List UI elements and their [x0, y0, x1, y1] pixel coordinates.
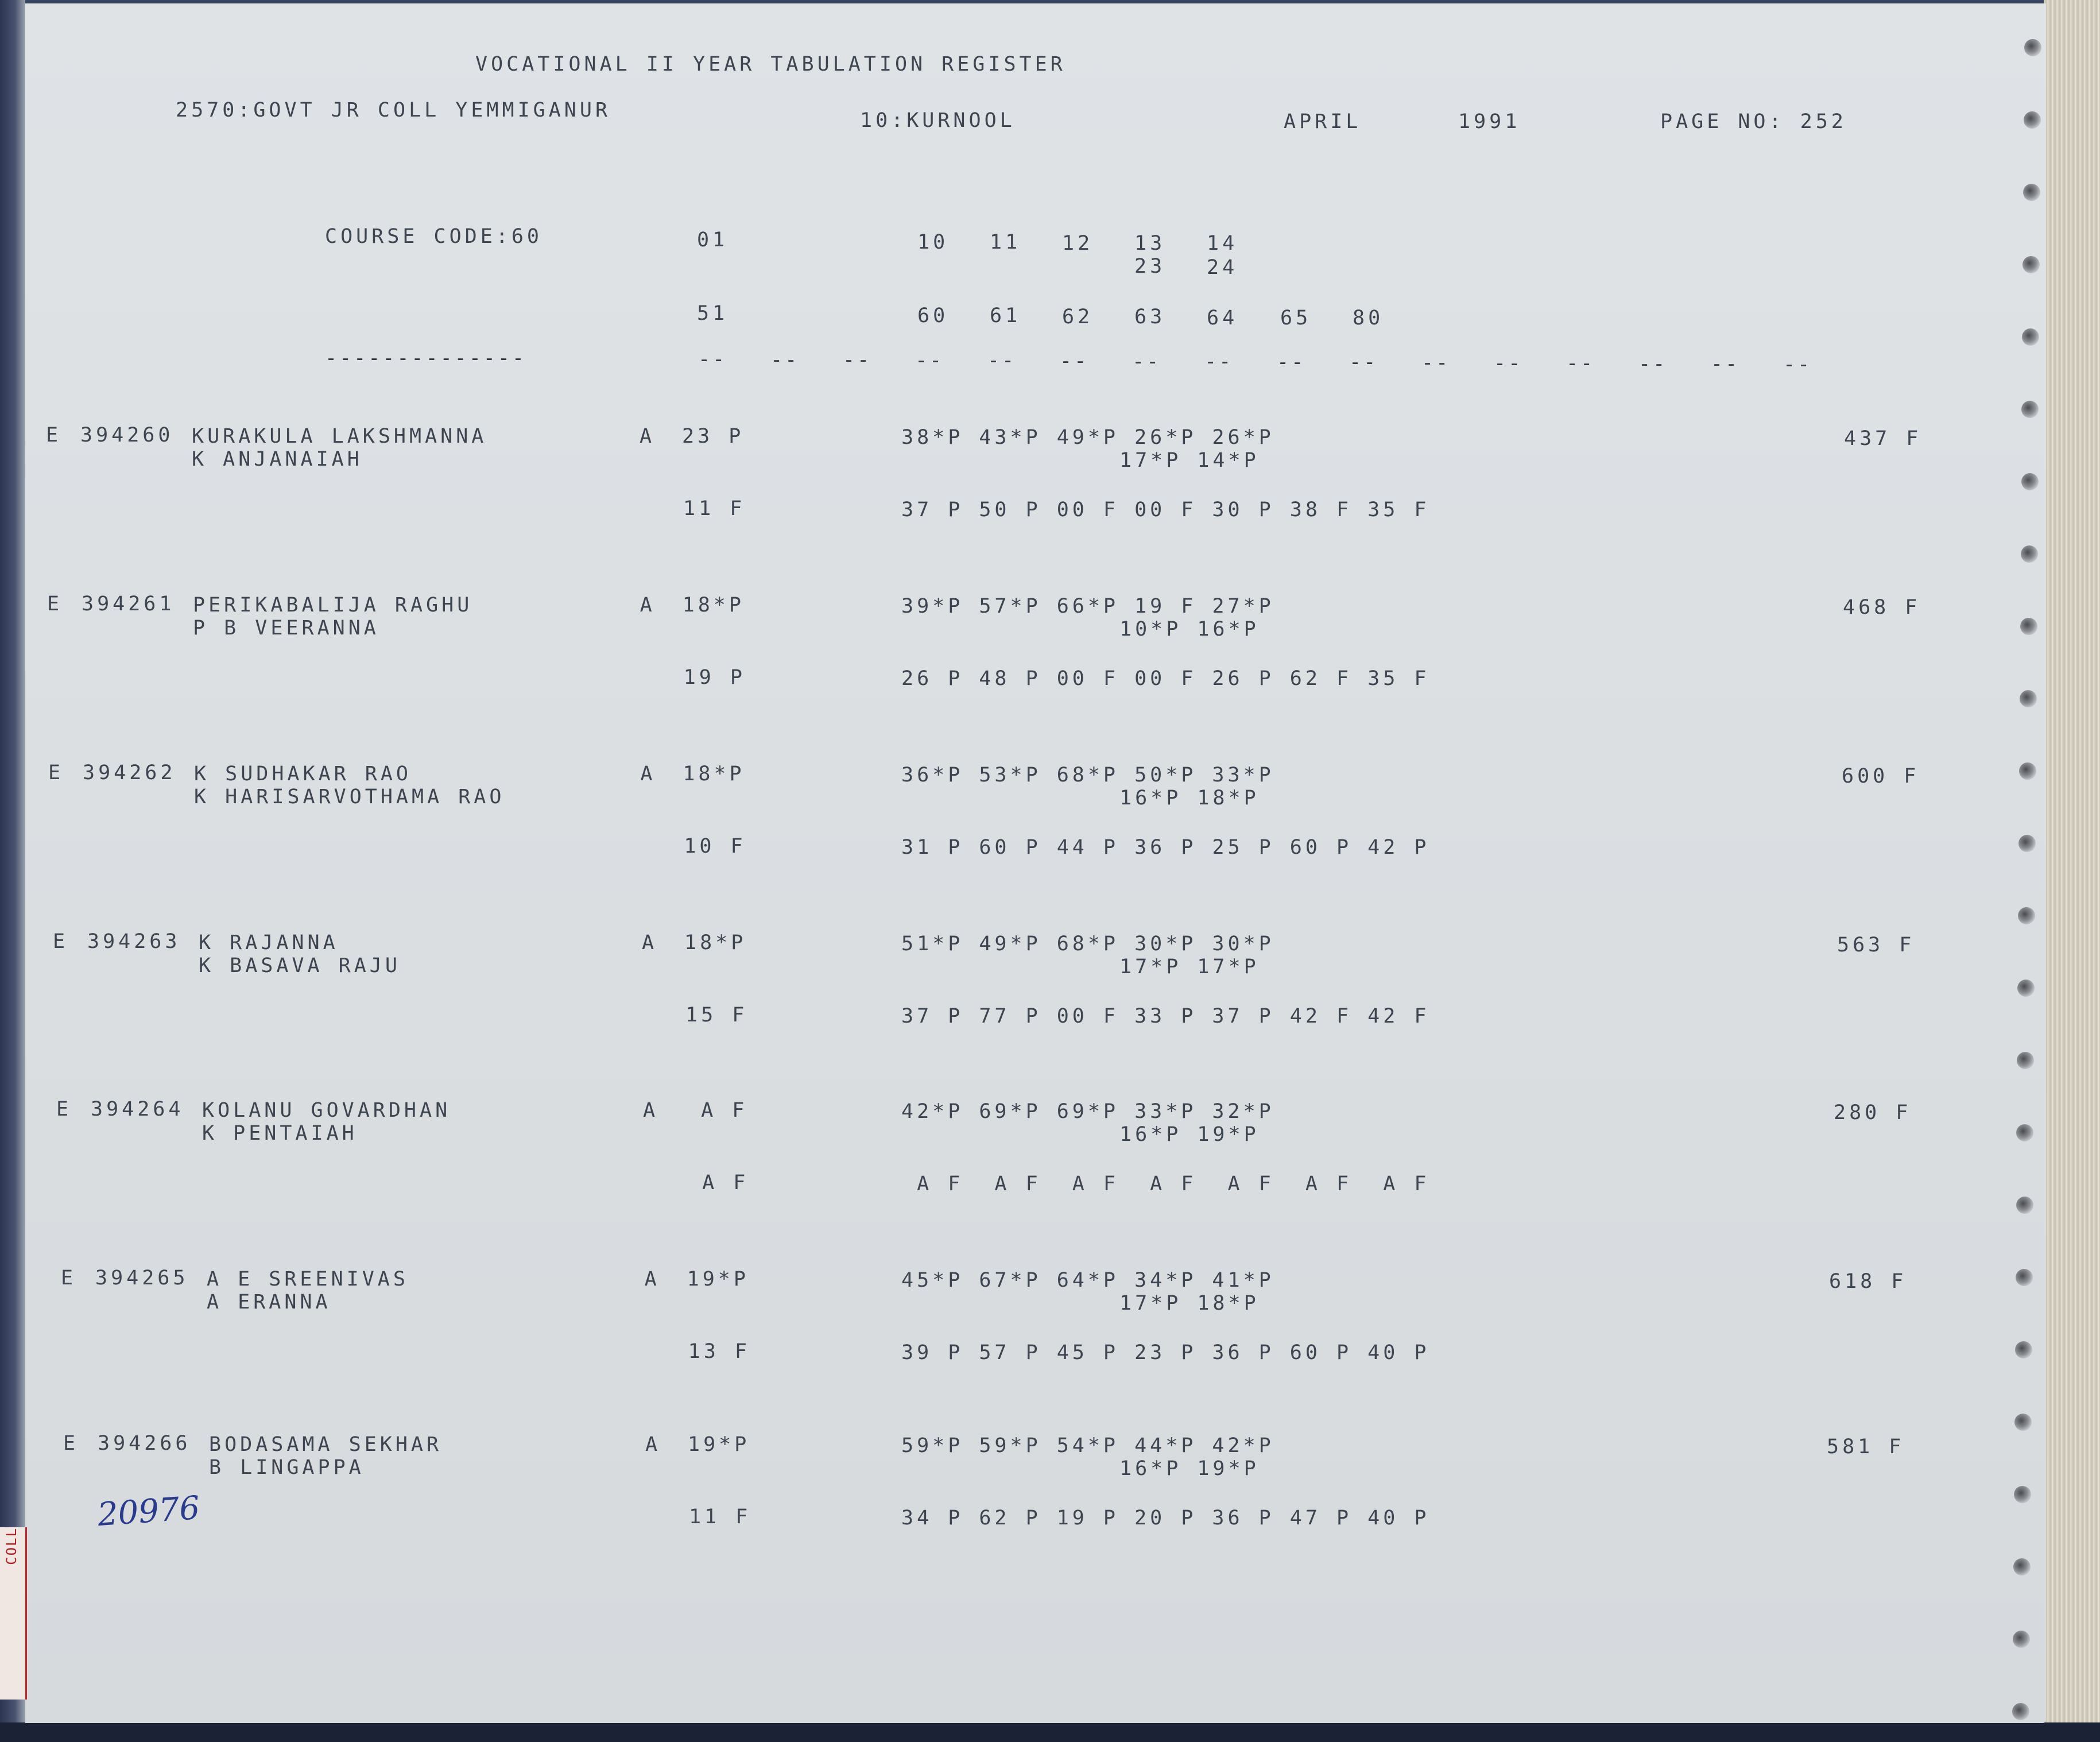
part1-marks: 19*P	[688, 1433, 750, 1456]
subject-marks-row1: 39*P 57*P 66*P 19 F 27*P	[901, 595, 1274, 618]
subject-marks-row3: 26 P 48 P 00 F 00 F 26 P 62 F 35 F	[901, 667, 1430, 690]
subject-marks-row1: 36*P 53*P 68*P 50*P 33*P	[901, 764, 1274, 787]
subject-marks-row3: 34 P 62 P 19 P 20 P 36 P 47 P 40 P	[901, 1507, 1430, 1530]
page-number: PAGE NO: 252	[1660, 110, 1847, 133]
subject-marks-row3: 37 P 77 P 00 F 33 P 37 P 42 F 42 F	[901, 1005, 1430, 1028]
father-name: A ERANNA	[207, 1291, 331, 1314]
binder-edge-bottom	[0, 1722, 2100, 1742]
perforation-hole	[2016, 1197, 2033, 1214]
college-name: 2570:GOVT JR COLL YEMMIGANUR	[176, 99, 611, 122]
perforation-hole	[2021, 545, 2038, 563]
student-name: A E SREENIVAS	[207, 1268, 409, 1291]
part2-marks: 10 F	[684, 835, 746, 858]
perforation-hole	[2021, 473, 2039, 490]
perforation-hole	[2024, 111, 2041, 129]
student-name: PERIKABALIJA RAGHU	[193, 594, 473, 617]
course-code: COURSE CODE:60	[325, 225, 543, 248]
perforation-hole	[2022, 328, 2039, 346]
column-underline: --	[1638, 353, 1668, 376]
subject-marks-row2: 10*P 16*P	[1119, 618, 1260, 641]
perforation-hole	[2024, 39, 2041, 56]
column-code-80: 80	[1353, 307, 1384, 330]
column-code-11: 11	[990, 231, 1021, 254]
perforation-hole	[2016, 1124, 2033, 1141]
perforation-hole	[2017, 1052, 2034, 1069]
medium-code: A	[643, 1099, 659, 1122]
medium-code: A	[640, 425, 656, 448]
subject-marks-row3: 39 P 57 P 45 P 23 P 36 P 60 P 40 P	[901, 1341, 1430, 1364]
father-name: P B VEERANNA	[193, 617, 379, 640]
roll-number: 394264	[91, 1098, 184, 1121]
roll-number: 394261	[82, 593, 175, 615]
exam-type: E	[61, 1267, 77, 1290]
header-underline: --------------	[325, 347, 527, 370]
roll-number: 394266	[98, 1432, 191, 1455]
perforation-hole	[2015, 1341, 2032, 1358]
perforation-hole	[2021, 401, 2039, 418]
exam-type: E	[53, 930, 69, 953]
part2-marks: 11 F	[689, 1505, 751, 1528]
part2-marks: 19 P	[683, 666, 746, 689]
column-underline: --	[843, 349, 872, 371]
column-code-10: 10	[917, 231, 949, 254]
subject-marks-row3: A F A F A F A F A F A F A F	[901, 1172, 1430, 1195]
column-code-63: 63	[1134, 305, 1166, 328]
father-name: K HARISARVOTHAMA RAO	[194, 785, 505, 808]
red-stamp-fragment: COLL	[0, 1527, 27, 1700]
part1-marks: 23 P	[682, 425, 745, 448]
total-result: 437 F	[1844, 427, 1922, 450]
subject-marks-row1: 38*P 43*P 49*P 26*P 26*P	[901, 426, 1274, 449]
part2-marks: 15 F	[685, 1004, 748, 1027]
column-code-65: 65	[1280, 307, 1312, 330]
student-name: KURAKULA LAKSHMANNA	[192, 425, 487, 448]
student-name: K SUDHAKAR RAO	[194, 762, 412, 785]
column-underline: --	[915, 349, 944, 372]
perforation-hole	[2014, 1486, 2031, 1503]
binder-edge-left	[0, 0, 25, 1742]
column-code-14: 14	[1207, 232, 1238, 255]
perforation-hole	[2016, 1269, 2033, 1286]
column-code-60: 60	[917, 304, 949, 327]
subject-marks-row1: 51*P 49*P 68*P 30*P 30*P	[901, 932, 1274, 955]
total-result: 563 F	[1837, 934, 1915, 957]
column-underline: --	[1132, 350, 1161, 373]
column-code-23: 23	[1134, 255, 1166, 278]
exam-type: E	[48, 761, 64, 784]
column-underline: --	[698, 348, 727, 371]
perforation-hole	[2022, 256, 2040, 273]
column-underline: --	[1711, 353, 1740, 376]
subject-marks-row1: 45*P 67*P 64*P 34*P 41*P	[901, 1269, 1274, 1292]
part2-marks: A F	[687, 1171, 749, 1194]
part1-marks: 18*P	[682, 594, 745, 617]
column-underline: --	[1566, 352, 1595, 375]
perforation-hole	[2013, 1631, 2030, 1648]
subject-marks-row2: 16*P 19*P	[1119, 1457, 1260, 1480]
medium-code: A	[640, 594, 656, 617]
medium-code: A	[644, 1268, 660, 1291]
part1-marks: 19*P	[687, 1268, 749, 1291]
exam-type: E	[47, 593, 63, 615]
register-title: VOCATIONAL II YEAR TABULATION REGISTER	[475, 53, 1066, 76]
exam-type: E	[56, 1098, 72, 1121]
roll-number: 394263	[87, 930, 181, 953]
roll-number: 394260	[80, 424, 174, 447]
column-underline: --	[1204, 350, 1234, 373]
father-name: K BASAVA RAJU	[199, 954, 401, 977]
subject-marks-row2: 16*P 19*P	[1119, 1123, 1260, 1146]
column-underline: --	[987, 349, 1017, 372]
column-code-64: 64	[1207, 307, 1238, 330]
perforation-hole	[2019, 762, 2036, 780]
column-underline: --	[770, 349, 800, 371]
student-name: KOLANU GOVARDHAN	[202, 1099, 451, 1122]
column-underline: --	[1277, 351, 1306, 374]
subject-marks-row3: 31 P 60 P 44 P 36 P 25 P 60 P 42 P	[901, 836, 1430, 859]
column-code-62: 62	[1062, 305, 1094, 328]
total-result: 280 F	[1834, 1101, 1912, 1124]
column-underline: --	[1783, 353, 1812, 376]
student-name: K RAJANNA	[199, 931, 339, 954]
perforation-hole	[2012, 1703, 2029, 1720]
column-underline: --	[1349, 351, 1378, 374]
part1-marks: A F	[685, 1099, 748, 1122]
medium-code: A	[645, 1433, 661, 1456]
column-code-13: 13	[1134, 232, 1166, 255]
father-name: B LINGAPPA	[209, 1456, 365, 1479]
column-code-51: 51	[697, 302, 729, 325]
part1-marks: 18*P	[684, 931, 747, 954]
column-code-24: 24	[1207, 256, 1238, 279]
total-result: 600 F	[1842, 765, 1920, 788]
perforation-hole	[2020, 690, 2037, 707]
column-code-12: 12	[1062, 232, 1094, 255]
subject-marks-row3: 37 P 50 P 00 F 00 F 30 P 38 F 35 F	[901, 498, 1430, 521]
medium-code: A	[642, 931, 658, 954]
student-name: BODASAMA SEKHAR	[209, 1433, 443, 1456]
subject-marks-row2: 17*P 14*P	[1119, 449, 1260, 472]
exam-year: 1991	[1458, 110, 1521, 133]
perforation-hole	[2013, 1558, 2031, 1575]
exam-month: APRIL	[1284, 110, 1362, 133]
part1-marks: 18*P	[683, 762, 745, 785]
column-code-01: 01	[697, 229, 729, 251]
total-result: 581 F	[1827, 1435, 1905, 1458]
exam-type: E	[63, 1432, 79, 1455]
total-result: 618 F	[1829, 1270, 1907, 1293]
perforation-hole	[2017, 980, 2035, 997]
subject-marks-row1: 59*P 59*P 54*P 44*P 42*P	[901, 1434, 1274, 1457]
exam-type: E	[46, 424, 62, 447]
page-stack-edges	[2044, 0, 2100, 1742]
perforation-hole	[2018, 835, 2036, 852]
column-underline: --	[1060, 350, 1089, 373]
part2-marks: 11 F	[683, 497, 746, 520]
subject-marks-row2: 17*P 18*P	[1119, 1292, 1260, 1315]
part2-marks: 13 F	[688, 1340, 750, 1363]
total-result: 468 F	[1843, 596, 1921, 619]
subject-marks-row2: 17*P 17*P	[1119, 955, 1260, 978]
perforation-hole	[2018, 907, 2035, 924]
district-name: 10:KURNOOL	[860, 109, 1016, 132]
handwritten-note: 20976	[96, 1489, 202, 1534]
column-underline: --	[1421, 351, 1451, 374]
father-name: K ANJANAIAH	[192, 448, 363, 471]
roll-number: 394262	[83, 761, 176, 784]
medium-code: A	[640, 762, 656, 785]
subject-marks-row1: 42*P 69*P 69*P 33*P 32*P	[901, 1100, 1274, 1123]
roll-number: 394265	[95, 1267, 189, 1290]
perforation-hole	[2020, 618, 2037, 635]
perforation-hole	[2014, 1414, 2032, 1431]
column-underline: --	[1494, 352, 1523, 375]
column-code-61: 61	[990, 304, 1021, 327]
father-name: K PENTAIAH	[202, 1122, 358, 1145]
perforation-hole	[2023, 184, 2040, 201]
subject-marks-row2: 16*P 18*P	[1119, 787, 1260, 810]
